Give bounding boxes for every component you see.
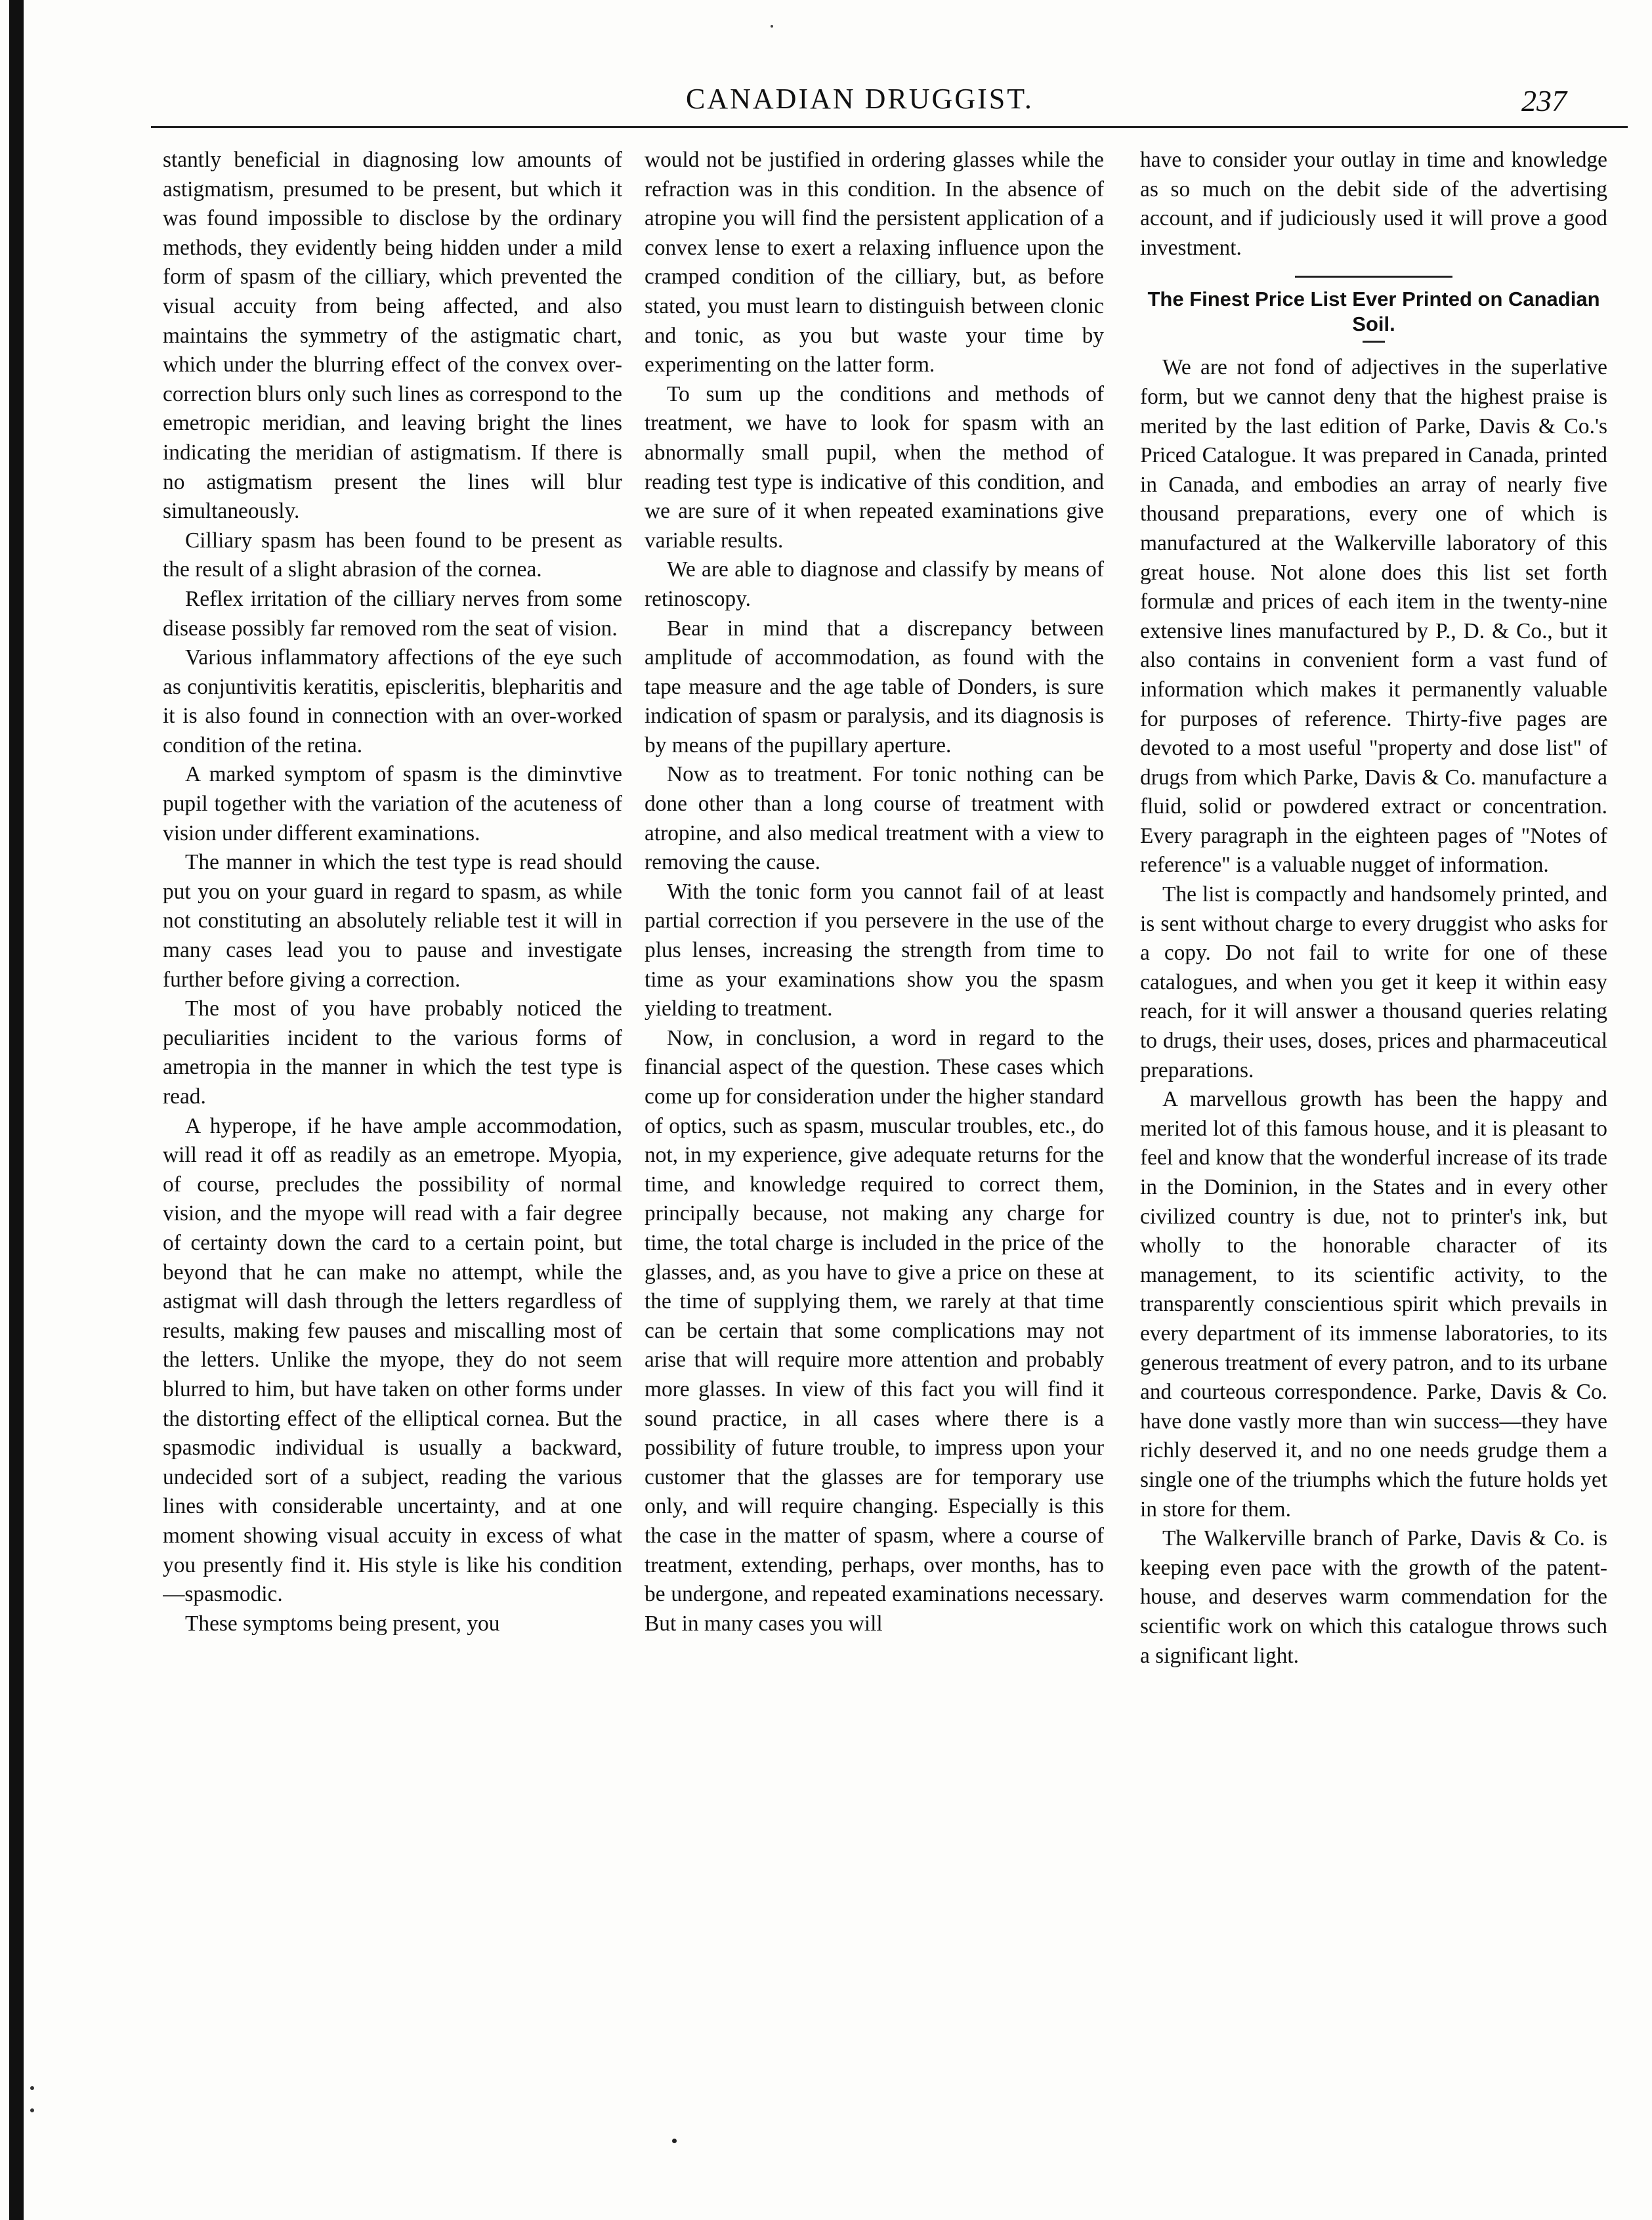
print-speck [771, 25, 773, 28]
article-heading: The Finest Price List Ever Printed on Canadian Soil. [1147, 288, 1600, 336]
binding-edge [9, 0, 24, 2220]
paragraph: stantly beneficial in diagnosing low amounts of astigmatism, presumed to be present, but which it was found impossible to disclose by the ordinary methods, they evidently being hidden under a mild form of spasm of the cilliary, which prevented the visual accuity from being affected, and also maintains the symmetry of the astigmatic chart, which under the blurring effect of the convex over-correction blurs only such lines as correspond to the emetropic meridian, and leaving bright the lines indicating the meridian of astigmatism. If there is no astigmatism present the lines will blur simultaneously. [163, 148, 622, 524]
paragraph: We are able to diagnose and classify by means of retinoscopy. [645, 557, 1104, 611]
paragraph: Various inflammatory affections of the eye such as conjuntivitis keratitis, episcleritis, blepharitis and it is also found in connection with an over-worked condition of the retina. [163, 645, 622, 758]
edge-speck [30, 2086, 34, 2090]
print-speck [672, 2139, 677, 2143]
paragraph: These symptoms being present, you [185, 1611, 500, 1636]
page-number: 237 [1521, 84, 1567, 117]
paragraph: A hyperope, if he have ample accommodation, will read it off as readily as an emetrope. Myopia, of course, precludes the possibility of normal vision, and the myope will read with a fair degree of certainty down the card to a certain point, but beyond that he can make no attempt, while the astigmat will dash through the letters regardless of results, making few pauses and miscalling most of the letters. Unlike the myope, they do not seem blurred to him, but have taken on other forms under the distorting effect of the elliptical cornea. But the spasmodic individual is usually a backward, undecided sort of a subject, reading the various lines with considerable uncertainty, and at one moment showing visual accuity in excess of what you presently find it. His style is like his condition—spasmodic. [163, 1113, 622, 1607]
paragraph: The manner in which the test type is read should put you on your guard in regard to spasm, as while not constituting an absolutely reliable test it will in many cases lead you to pause and investigate further before giving a correction. [163, 850, 622, 992]
paragraph: We are not fond of adjectives in the superlative form, but we cannot deny that the highest praise is merited by the last edition of Parke, Davis & Co.'s Priced Catalogue. It was prepared in Canada, printed in Canada, and embodies an array of nearly five thousand preparations, every one of which is manufactured at the Walkerville laboratory of this great house. Not alone does this list set forth formulæ and prices of each item in the twenty-nine extensive lines manufactured by P., D. & Co., but it also contains in convenient form a vast fund of information which makes it permanently valuable for purposes of reference. Thirty-five pages are devoted to a most useful "property and dose list" of drugs from which Parke, Davis & Co. manufacture a fluid, solid or powdered extract or concentration. Every paragraph in the eighteen pages of "Notes of reference" is a valuable nugget of information. [1140, 355, 1607, 878]
column-middle [645, 146, 1104, 2141]
column-left [163, 146, 622, 2141]
paragraph: A marked symptom of spasm is the diminvtive pupil together with the variation of the acuteness of vision under different examinations. [163, 762, 622, 845]
running-title: CANADIAN DRUGGIST. [686, 83, 1034, 115]
header-rule [151, 126, 1628, 128]
paragraph: To sum up the conditions and methods of treatment, we have to look for spasm with an abnormally small pupil, when the method of reading test type is indicative of this condition, and we are sure of it when repeated examinations give variable results. [645, 381, 1104, 553]
heading-dash [1363, 341, 1385, 343]
paragraph: Bear in mind that a discrepancy between amplitude of accommodation, as found with the tape measure and the age table of Donders, is sure indication of spasm or paralysis, and its diagnosis is by means of the pupillary aperture. [645, 616, 1104, 758]
paragraph: With the tonic form you cannot fail of at least partial correction if you persevere in the use of the plus lenses, increasing the strength from time to time as your examinations show you the spasm yielding to treatment. [645, 879, 1104, 1021]
paragraph: Now, in conclusion, a word in regard to the financial aspect of the question. These cases which come up for consideration under the higher standard of optics, such as spasm, muscular troubles, etc., do not, in my experience, give adequate returns for the time, and knowledge required to correct them, principally because, not making any charge for time, the total charge is included in the price of the glasses, and, as you have to give a price on these at the time of supplying them, we rarely at that time can be certain that some complications may not arise that will require more attention and probably more glasses. In view of this fact you will find it sound practice, in all cases where there is a possibility of future trouble, to impress upon your customer that the glasses are for temporary use only, and will require changing. Especially is this the case in the matter of spasm, where a course of treatment, extending, perhaps, over months, has to be undergone, and repeated examinations necessary. But in many cases you will [645, 1025, 1104, 1636]
paragraph: Reflex irritation of the cilliary nerves from some disease possibly far removed rom the seat of vision. [163, 586, 622, 641]
paragraph: have to consider your outlay in time and knowledge as so much on the debit side of the advertising account, and if judiciously used it will prove a good investment. [1140, 148, 1607, 260]
page-header [0, 82, 1652, 128]
edge-speck [30, 2108, 34, 2112]
column-right [1140, 146, 1607, 2141]
paragraph: Cilliary spasm has been found to be present as the result of a slight abrasion of the cornea. [163, 528, 622, 582]
paragraph: The most of you have probably noticed the peculiarities incident to the various forms of ametropia in the manner in which the test type is read. [163, 996, 622, 1109]
paragraph: Now as to treatment. For tonic nothing can be done other than a long course of treatment with atropine, and also medical treatment with a view to removing the cause. [645, 762, 1104, 875]
paragraph: The Walkerville branch of Parke, Davis & Co. is keeping even pace with the growth of the patent-house, and deserves warm commendation for the scientific work on which this catalogue throws such a significant light. [1140, 1526, 1607, 1668]
paragraph: A marvellous growth has been the happy and merited lot of this famous house, and it is pleasant to feel and know that the wonderful increase of its trade in the Dominion, in the States and in every other civilized country is due, not to printer's ink, but wholly to the honorable character of its management, to its scientific activity, to the transparently conscientious spirit which prevails in every department of its immense laboratories, to its generous treatment of every patron, and to its urbane and courteous correspondence. Parke, Davis & Co. have done vastly more than win success—they have richly deserved it, and no one needs grudge them a single one of the triumphs which the future holds yet in store for them. [1140, 1087, 1607, 1522]
paragraph: The list is compactly and handsomely printed, and is sent without charge to every druggist who asks for a copy. Do not fail to write for one of these catalogues, and when you get it keep it within easy reach, for it will answer a thousand queries relating to drugs, their uses, doses, prices and pharmaceutical preparations. [1140, 882, 1607, 1082]
article-divider [1295, 276, 1452, 278]
paragraph: would not be justified in ordering glasses while the refraction was in this condition. In the absence of atropine you will find the persistent application of a convex lense to exert a relaxing influence upon the cramped condition of the cilliary, but, as before stated, you must learn to distinguish between clonic and tonic, as you but waste your time by experimenting on the latter form. [645, 148, 1104, 377]
